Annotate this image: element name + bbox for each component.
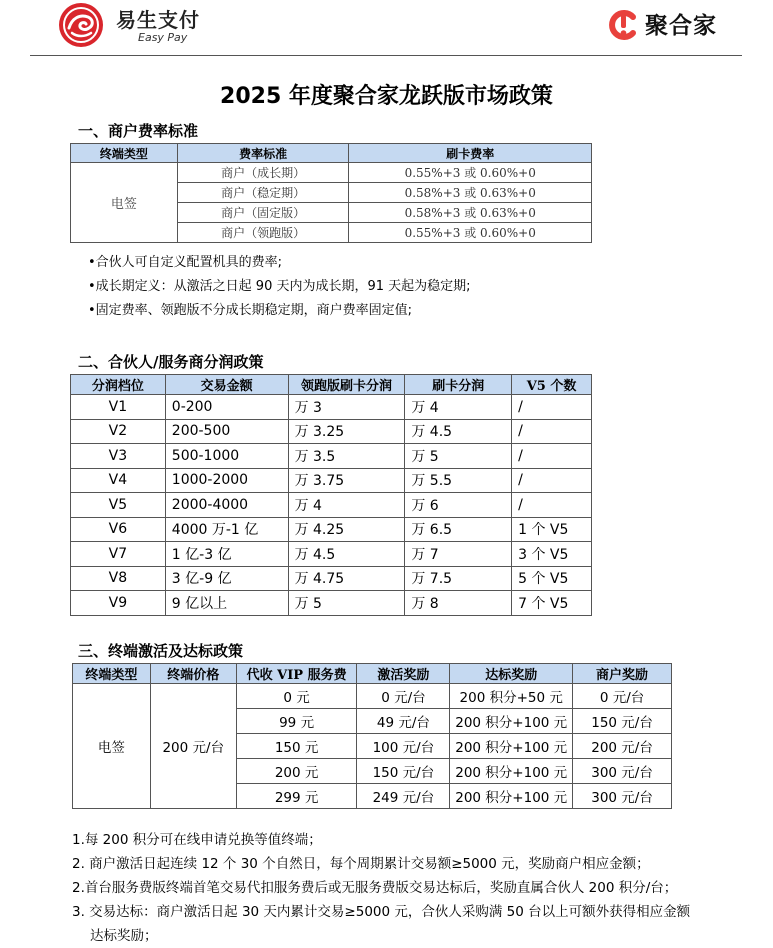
table-cell: 0 元/台: [573, 684, 672, 709]
column-header: 代收 VIP 服务费: [236, 664, 357, 684]
table-cell: 200 元: [236, 759, 357, 784]
table-cell: 4000 万-1 亿: [165, 517, 288, 542]
table-cell: 200 积分+100 元: [450, 784, 573, 809]
table-cell: 300 元/台: [573, 759, 672, 784]
column-header: 激活奖励: [357, 664, 450, 684]
table-row: [71, 493, 592, 518]
table-cell: V2: [71, 419, 166, 444]
table-cell: /: [512, 468, 592, 493]
table-row: [73, 684, 672, 709]
table-cell: 万 7.5: [405, 566, 512, 591]
table-row: [71, 517, 592, 542]
table-cell: 万 6.5: [405, 517, 512, 542]
table-cell: 150 元: [236, 734, 357, 759]
table-cell: 49 元/台: [357, 709, 450, 734]
table-cell: 万 5: [288, 591, 405, 616]
table-cell: 万 3: [288, 395, 405, 420]
table-cell: 100 元/台: [357, 734, 450, 759]
footnote-item: 2. 商户激活日起连续 12 个 30 个自然日，每个周期累计交易额≥5000 元，奖励商户相应金额；: [72, 856, 650, 872]
profit-share-table: [70, 374, 592, 616]
column-header: 领跑版刷卡分润: [288, 375, 405, 395]
table-cell: V9: [71, 591, 166, 616]
footnote-item: 达标奖励；: [90, 928, 158, 944]
table-row: [71, 163, 592, 183]
column-header: 达标奖励: [450, 664, 573, 684]
table-cell: 0.58%+3 或 0.63%+0: [349, 183, 592, 203]
table-cell: /: [512, 444, 592, 469]
table-cell: 0.55%+3 或 0.60%+0: [349, 223, 592, 243]
table-cell: 300 元/台: [573, 784, 672, 809]
table-cell: 1000-2000: [165, 468, 288, 493]
table-cell: V6: [71, 517, 166, 542]
table-row: [71, 591, 592, 616]
table-cell: /: [512, 493, 592, 518]
activation-table: [72, 663, 672, 809]
brand-right-name: 聚合家: [645, 13, 717, 39]
page-header: [0, 0, 773, 56]
page-title: 2025 年度聚合家龙跃版市场政策: [220, 84, 553, 109]
table-row: [71, 444, 592, 469]
brand-left-name: 易生支付: [116, 8, 200, 32]
note-item: • 合伙人可自定义配置机具的费率;: [88, 251, 471, 275]
profit-share-rows: [71, 395, 592, 616]
section1-heading: 一、商户费率标准: [78, 122, 199, 140]
note-item: • 固定费率、领跑版不分成长期稳定期，商户费率固定值;: [88, 299, 471, 323]
column-header: 终端类型: [71, 144, 178, 163]
table-cell: 万 7: [405, 542, 512, 567]
table-cell: 3 亿-9 亿: [165, 566, 288, 591]
column-header: 终端类型: [73, 664, 151, 684]
table-cell: 200 积分+50 元: [450, 684, 573, 709]
column-header: V5 个数: [512, 375, 592, 395]
table-cell: V5: [71, 493, 166, 518]
column-header: 刷卡费率: [349, 144, 592, 163]
column-header: 刷卡分润: [405, 375, 512, 395]
table-header-row: [73, 664, 672, 684]
table-cell: 7 个 V5: [512, 591, 592, 616]
table-cell: 万 4.25: [288, 517, 405, 542]
table-cell: 万 6: [405, 493, 512, 518]
table-cell: 150 元/台: [357, 759, 450, 784]
table-cell: /: [512, 419, 592, 444]
table-cell: 万 5: [405, 444, 512, 469]
footnotes: [72, 828, 752, 948]
table-row: [71, 542, 592, 567]
table-cell: V4: [71, 468, 166, 493]
table-header-row: [71, 375, 592, 395]
table-cell: 0 元/台: [357, 684, 450, 709]
header-divider: [30, 55, 742, 56]
table-cell: 1 个 V5: [512, 517, 592, 542]
table-cell: 万 8: [405, 591, 512, 616]
terminal-type-cell: 电签: [73, 684, 151, 809]
section2-heading: 二、合伙人/服务商分润政策: [78, 353, 264, 371]
table-row: [71, 395, 592, 420]
brand-left-subtitle: Easy Pay: [138, 31, 188, 44]
table-cell: 1 亿-3 亿: [165, 542, 288, 567]
footnote-item: 1.每 200 积分可在线申请兑换等值终端；: [72, 832, 322, 848]
table-cell: 0-200: [165, 395, 288, 420]
terminal-type-cell: 电签: [71, 163, 178, 243]
table-cell: 万 4.5: [288, 542, 405, 567]
table-cell: 200 积分+100 元: [450, 734, 573, 759]
table-cell: 万 4.75: [288, 566, 405, 591]
table-cell: 万 4: [288, 493, 405, 518]
table-cell: 200 积分+100 元: [450, 759, 573, 784]
table-cell: 200 积分+100 元: [450, 709, 573, 734]
table-cell: 5 个 V5: [512, 566, 592, 591]
table-cell: 2000-4000: [165, 493, 288, 518]
table-cell: 万 3.75: [288, 468, 405, 493]
table-cell: 249 元/台: [357, 784, 450, 809]
table-cell: 0.55%+3 或 0.60%+0: [349, 163, 592, 183]
table-cell: 商户（成长期）: [177, 163, 349, 183]
table-cell: 200-500: [165, 419, 288, 444]
column-header: 交易金额: [165, 375, 288, 395]
table-cell: 3 个 V5: [512, 542, 592, 567]
table-row: [71, 468, 592, 493]
table-cell: 9 亿以上: [165, 591, 288, 616]
footnote-item: 3. 交易达标：商户激活日起 30 天内累计交易≥5000 元，合伙人采购满 50 台以上可额外获得相应金额: [72, 904, 691, 920]
table-cell: /: [512, 395, 592, 420]
juhejia-logo: [607, 9, 639, 41]
table-cell: 万 4: [405, 395, 512, 420]
table-cell: 万 3.5: [288, 444, 405, 469]
fee-rate-table: [70, 143, 592, 243]
table-cell: 万 3.25: [288, 419, 405, 444]
column-header: 分润档位: [71, 375, 166, 395]
footnote-item: 2.首台服务费版终端首笔交易代扣服务费后或无服务费版交易达标后，奖励直属合伙人 200 积分/台；: [72, 880, 678, 896]
table-cell: 万 4.5: [405, 419, 512, 444]
table-cell: 200 元/台: [573, 734, 672, 759]
section3-heading: 三、终端激活及达标政策: [78, 642, 244, 660]
column-header: 终端价格: [150, 664, 236, 684]
easy-pay-dragon-logo: [58, 2, 104, 48]
table-cell: 商户（领跑版）: [177, 223, 349, 243]
table-row: [71, 419, 592, 444]
table-cell: 商户（稳定期）: [177, 183, 349, 203]
table-cell: V1: [71, 395, 166, 420]
table-row: [71, 566, 592, 591]
table-cell: 万 5.5: [405, 468, 512, 493]
table-cell: 商户（固定版）: [177, 203, 349, 223]
table-cell: V8: [71, 566, 166, 591]
table-cell: 99 元: [236, 709, 357, 734]
table-cell: 500-1000: [165, 444, 288, 469]
table-cell: 0 元: [236, 684, 357, 709]
table-cell: 0.58%+3 或 0.63%+0: [349, 203, 592, 223]
note-item: • 成长期定义：从激活之日起 90 天内为成长期，91 天起为稳定期;: [88, 275, 471, 299]
column-header: 商户奖励: [573, 664, 672, 684]
table-cell: V7: [71, 542, 166, 567]
terminal-price-cell: 200 元/台: [150, 684, 236, 809]
table-header-row: [71, 144, 592, 163]
table-cell: V3: [71, 444, 166, 469]
column-header: 费率标准: [177, 144, 349, 163]
table-cell: 299 元: [236, 784, 357, 809]
table-cell: 150 元/台: [573, 709, 672, 734]
fee-notes: [88, 251, 471, 323]
